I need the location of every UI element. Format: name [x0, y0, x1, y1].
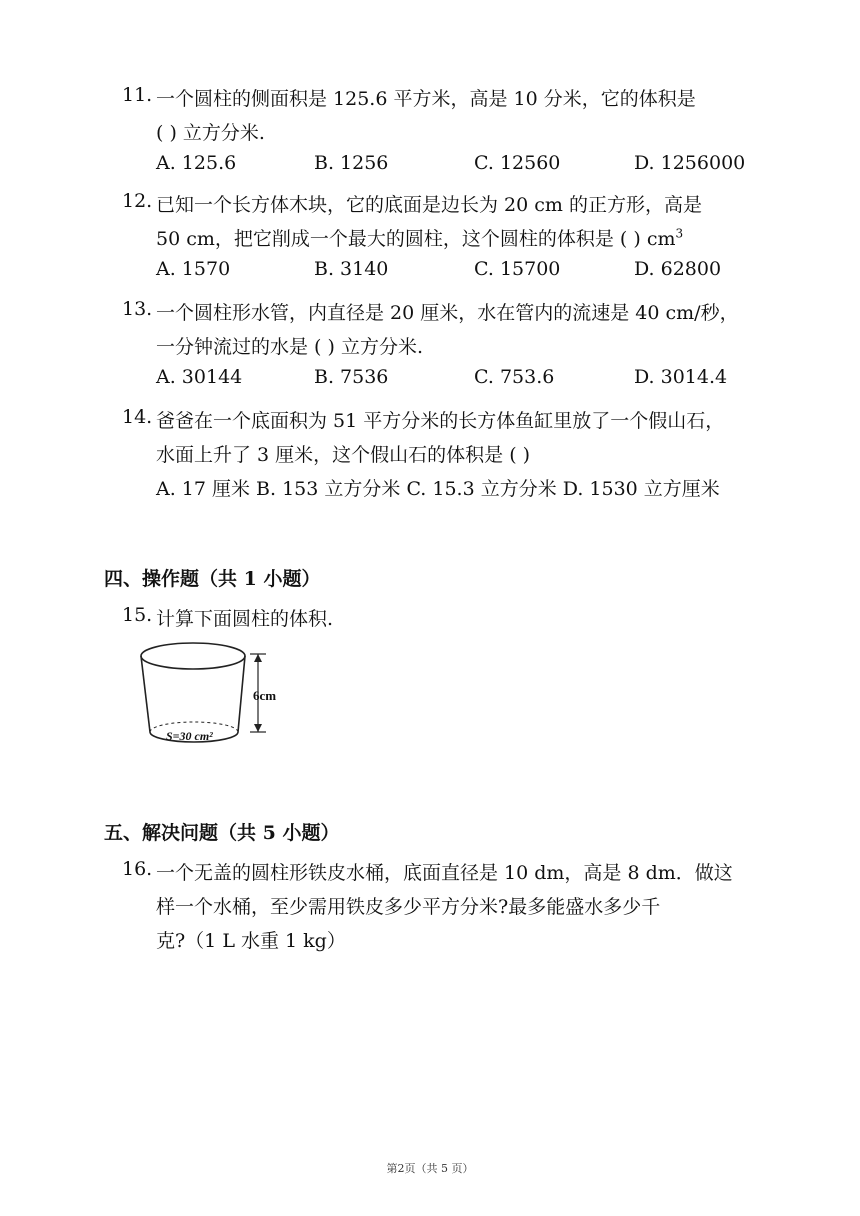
question-text-line: 计算下面圆柱的体积. — [156, 608, 334, 630]
base-area-label: S=30 cm² — [166, 729, 213, 743]
arrow-down-icon — [254, 724, 262, 732]
question-options-line: A. 17 厘米 B. 153 立方分米 C. 15.3 立方分米 D. 1530 立方厘米 — [156, 478, 720, 500]
option-a: A. 1570 — [156, 258, 231, 280]
question-text-line: 一个圆柱的侧面积是 125.6 平方米，高是 10 分米，它的体积是 — [156, 88, 696, 110]
option-c: C. 12560 — [474, 152, 561, 174]
option-a: A. 30144 — [156, 366, 243, 388]
question-text-line: ( ) 立方分米. — [156, 122, 265, 144]
option-d: D. 62800 — [634, 258, 722, 280]
question-text-line: 一个圆柱形水管，内直径是 20 厘米，水在管内的流速是 40 cm/秒， — [156, 302, 739, 324]
height-label: 6cm — [253, 688, 277, 703]
section-heading: 四、操作题（共 1 小题） — [104, 568, 321, 590]
question-text-line: 克?（1 L 水重 1 kg） — [156, 930, 346, 952]
section-heading: 五、解决问题（共 5 小题） — [104, 822, 340, 844]
option-b: B. 7536 — [314, 366, 389, 388]
option-d: D. 1256000 — [634, 152, 746, 174]
question-number: 14. — [122, 406, 153, 428]
option-d: D. 3014.4 — [634, 366, 728, 388]
question-text-line: 一个无盖的圆柱形铁皮水桶，底面直径是 10 dm，高是 8 dm．做这 — [156, 862, 733, 884]
option-a: A. 125.6 — [156, 152, 237, 174]
cylinder-top — [141, 643, 245, 669]
question-number: 11. — [122, 84, 153, 106]
question-text-line: 爸爸在一个底面积为 51 平方分米的长方体鱼缸里放了一个假山石， — [156, 410, 725, 432]
question-text-line: 水面上升了 3 厘米，这个假山石的体积是 ( ) — [156, 444, 531, 466]
option-b: B. 1256 — [314, 152, 389, 174]
option-b: B. 3140 — [314, 258, 389, 280]
option-c: C. 753.6 — [474, 366, 555, 388]
option-c: C. 15700 — [474, 258, 561, 280]
question-text-line: 一分钟流过的水是 ( ) 立方分米. — [156, 336, 423, 358]
cylinder-figure — [138, 636, 298, 756]
arrow-up-icon — [254, 654, 262, 662]
question-text: 50 cm，把它削成一个最大的圆柱，这个圆柱的体积是 ( ) cm — [156, 228, 676, 250]
question-number: 15. — [122, 604, 153, 626]
question-number: 12. — [122, 190, 153, 212]
cylinder-right-side — [238, 656, 245, 732]
superscript: 3 — [675, 226, 684, 241]
page-footer: 第2页（共 5 页） — [386, 1162, 474, 1175]
question-number: 16. — [122, 858, 153, 880]
question-text-line: 已知一个长方体木块，它的底面是边长为 20 cm 的正方形，高是 — [156, 194, 702, 216]
cylinder-left-side — [141, 656, 150, 732]
question-text-line — [156, 224, 683, 251]
question-text-line: 样一个水桶，至少需用铁皮多少平方分米?最多能盛水多少千 — [156, 896, 661, 918]
question-number: 13. — [122, 298, 153, 320]
